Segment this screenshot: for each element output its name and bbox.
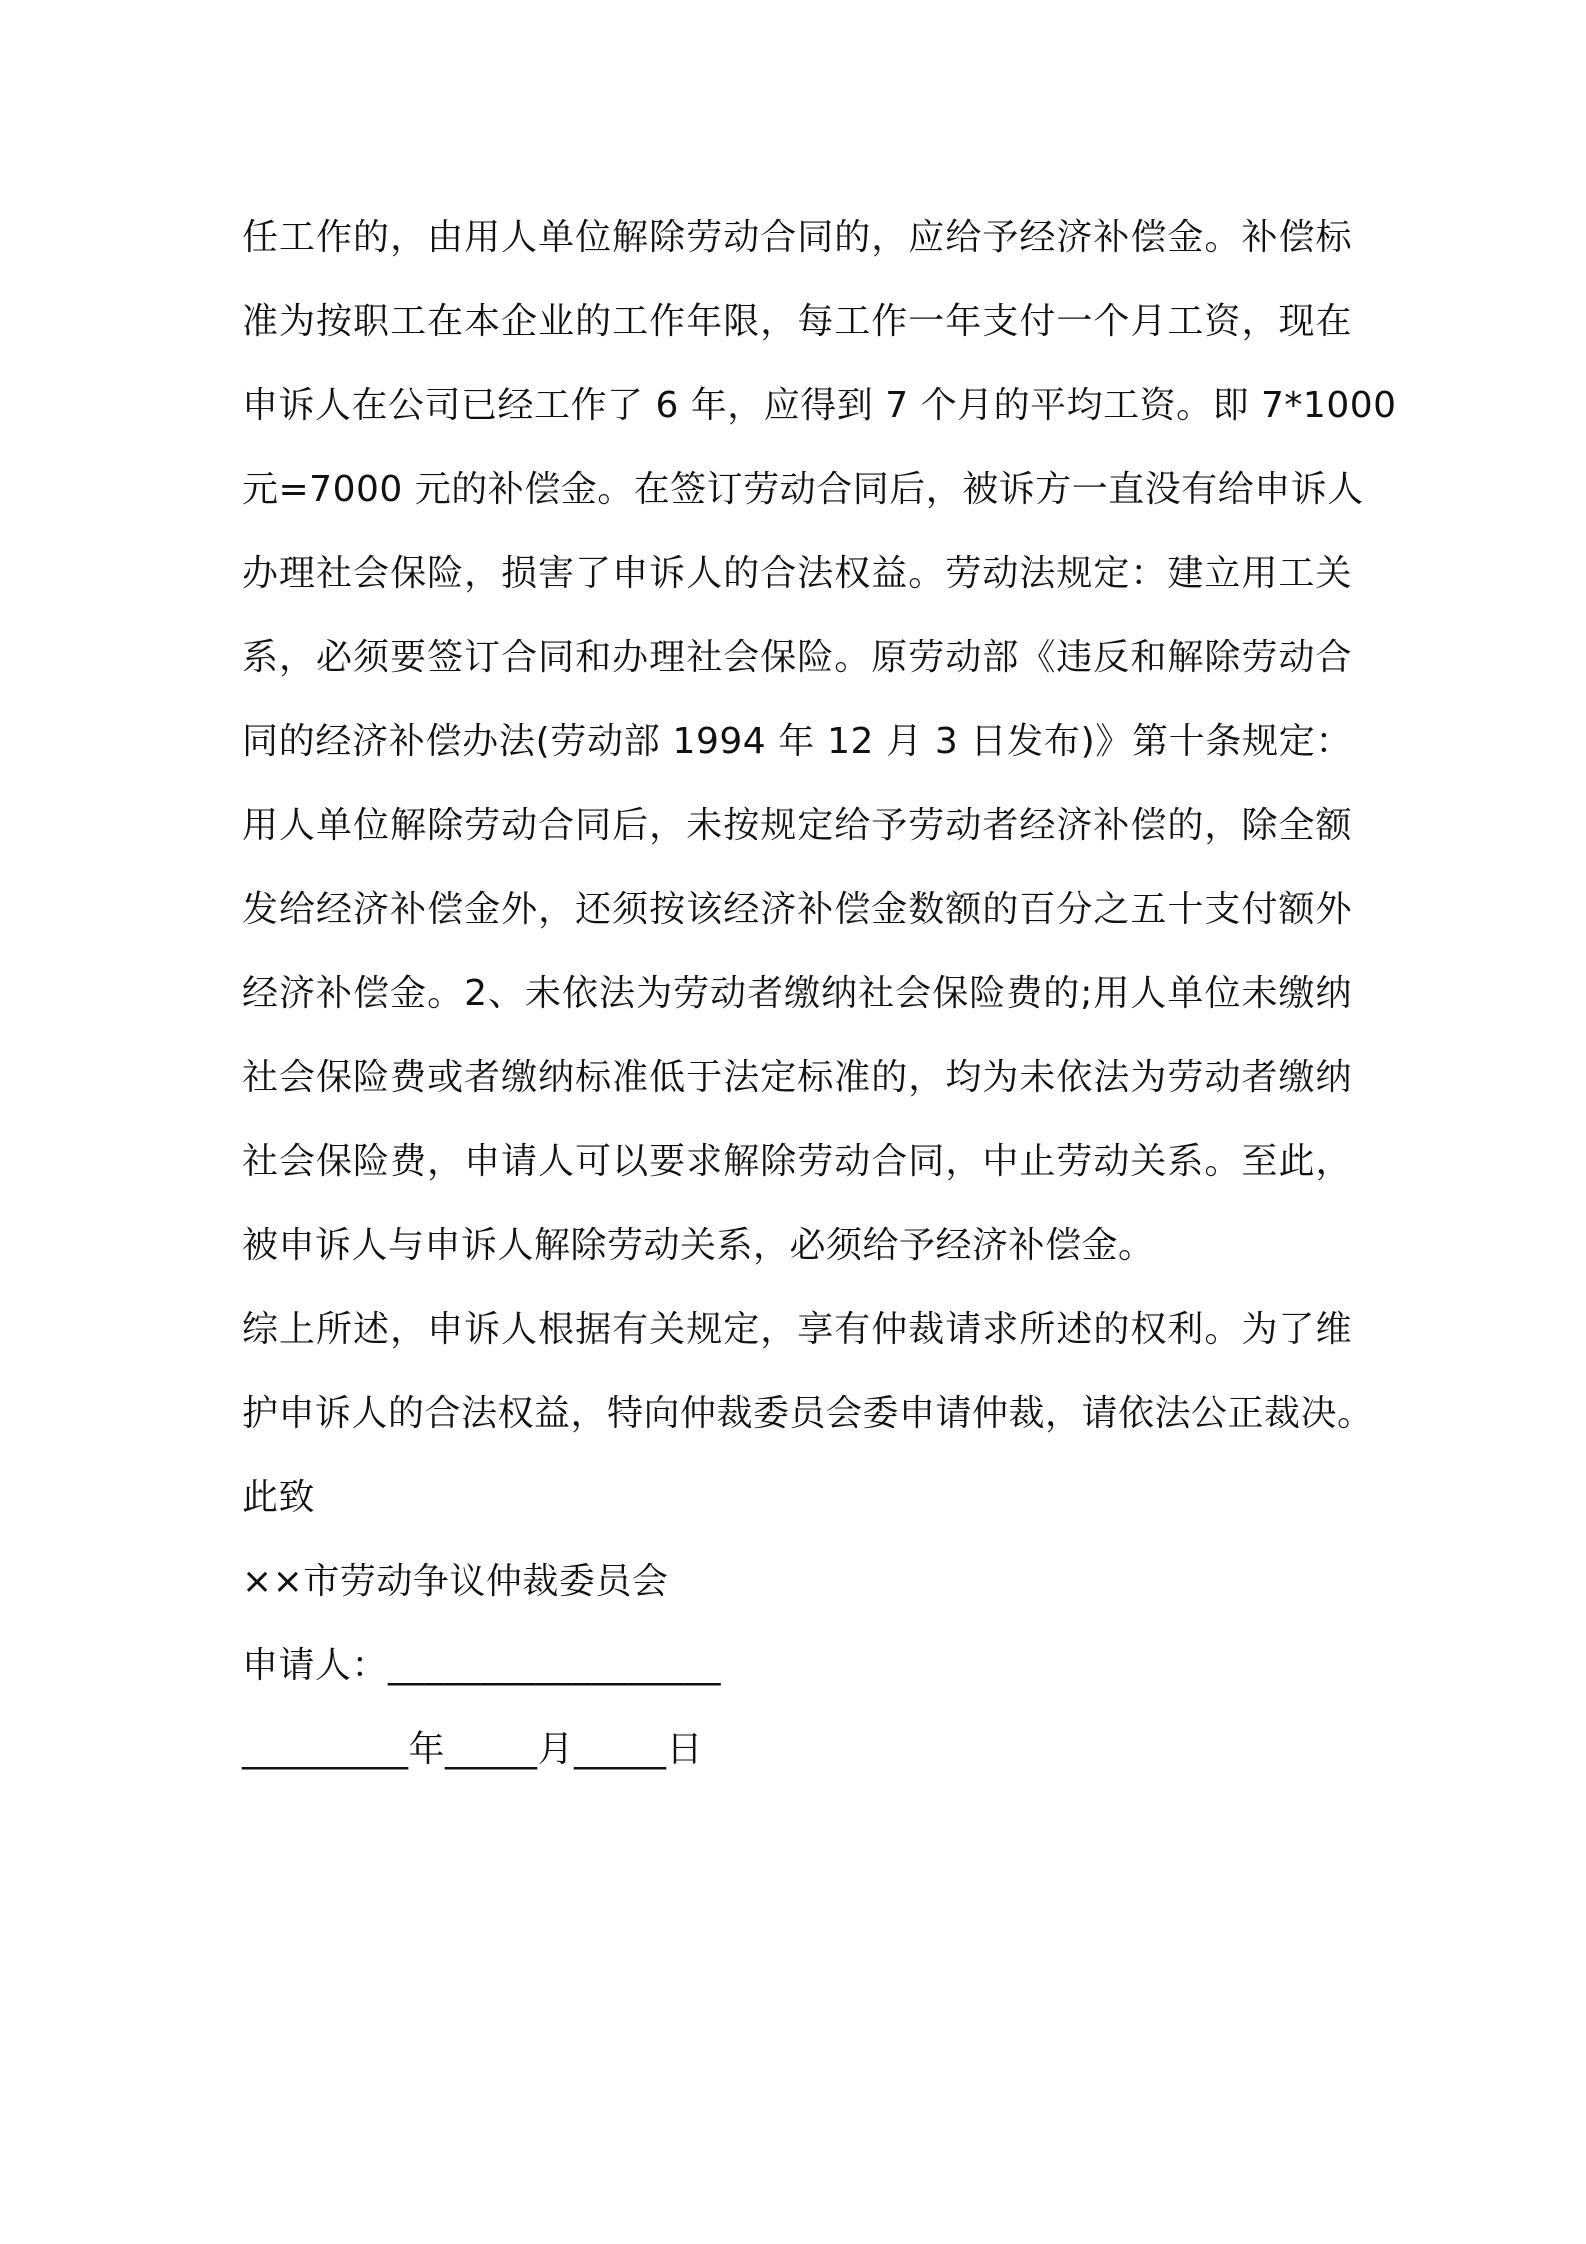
body-line-13: 被申诉人与申诉人解除劳动关系，必须给予经济补偿金。 (242, 1225, 1155, 1266)
body-line-2: 准为按职工在本企业的工作年限，每工作一年支付一个月工资，现在 (242, 301, 1352, 342)
date-line: _________年_____月_____日 (242, 1729, 703, 1770)
body-line-3: 申诉人在公司已经工作了 6 年，应得到 7 个月的平均工资。即 7*1000 (242, 385, 1397, 426)
conclusion-line-2: 护申诉人的合法权益，特向仲裁委员会委申请仲裁，请依法公正裁决。 (242, 1393, 1374, 1434)
body-line-1: 任工作的，由用人单位解除劳动合同的，应给予经济补偿金。补偿标 (242, 217, 1352, 258)
body-line-9: 发给经济补偿金外，还须按该经济补偿金数额的百分之五十支付额外 (242, 889, 1352, 930)
applicant-signature-line: 申请人：__________________ (242, 1645, 722, 1686)
recipient: ××市劳动争议仲裁委员会 (242, 1561, 669, 1602)
body-line-5: 办理社会保险，损害了申诉人的合法权益。劳动法规定：建立用工关 (242, 553, 1352, 594)
body-line-4: 元=7000 元的补偿金。在签订劳动合同后，被诉方一直没有给申诉人 (242, 469, 1364, 510)
body-line-8: 用人单位解除劳动合同后，未按规定给予劳动者经济补偿的，除全额 (242, 805, 1352, 846)
body-line-10: 经济补偿金。2、未依法为劳动者缴纳社会保险费的;用人单位未缴纳 (242, 973, 1352, 1014)
salutation: 此致 (242, 1477, 316, 1518)
body-line-6: 系，必须要签订合同和办理社会保险。原劳动部《违反和解除劳动合 (242, 637, 1352, 678)
body-line-11: 社会保险费或者缴纳标准低于法定标准的，均为未依法为劳动者缴纳 (242, 1057, 1352, 1098)
document-body (242, 196, 1397, 1792)
conclusion-line-1: 综上所述，申诉人根据有关规定，享有仲裁请求所述的权利。为了维 (242, 1309, 1352, 1350)
body-line-7: 同的经济补偿办法(劳动部 1994 年 12 月 3 日发布)》第十条规定： (242, 721, 1352, 762)
body-line-12: 社会保险费，申请人可以要求解除劳动合同，中止劳动关系。至此， (242, 1141, 1352, 1182)
